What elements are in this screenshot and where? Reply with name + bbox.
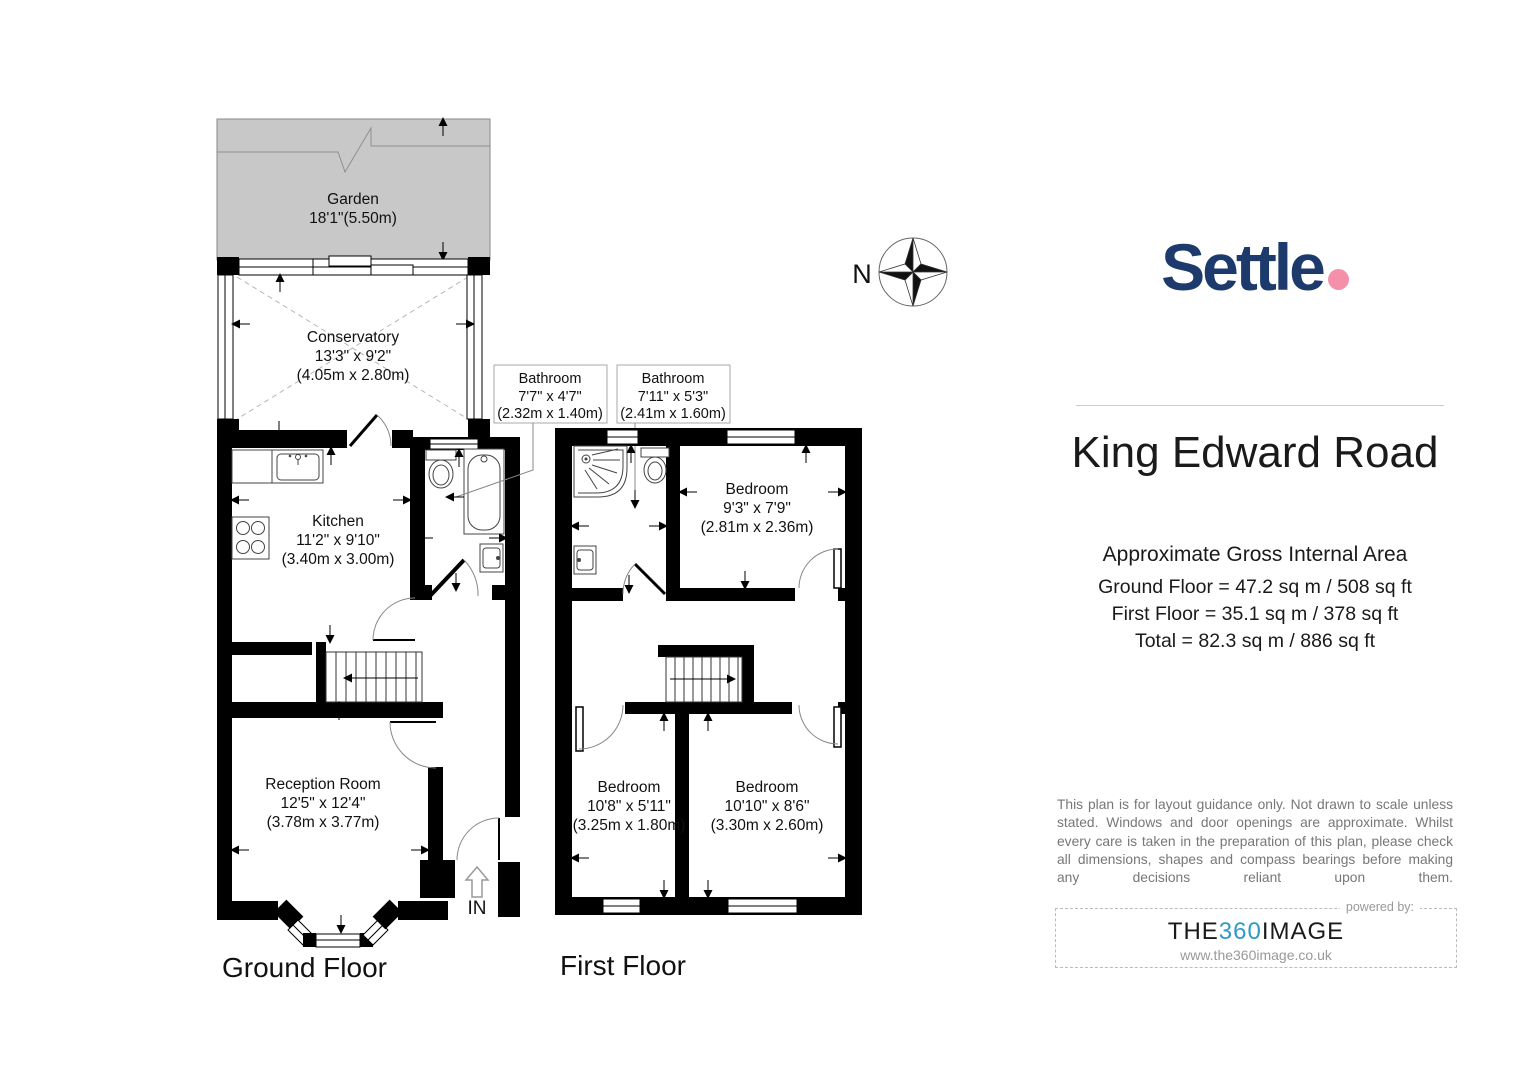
bedroom-top-label: Bedroom (725, 481, 789, 498)
entrance-label: IN (467, 898, 487, 919)
garden-label: Garden (327, 191, 379, 208)
panel-divider (1076, 405, 1444, 406)
property-title: King Edward Road (1071, 428, 1439, 477)
svg-text:Bathroom: Bathroom (641, 371, 705, 387)
area-ground-floor: Ground Floor = 47.2 sq m / 508 sq ft (1098, 576, 1412, 598)
settle-logo (1040, 230, 1470, 304)
the360image-brand (1056, 920, 1456, 944)
bedroom-left-dims-imperial: 10'8" x 5'11" (587, 798, 671, 815)
bedroom-left-dims-metric: (3.25m x 1.80m) (572, 817, 686, 834)
settle-logo-dot-icon (1328, 269, 1349, 290)
reception-dims-imperial: 12'5" x 12'4" (280, 795, 366, 812)
kitchen-dims-imperial: 11'2" x 9'10" (296, 532, 380, 549)
reception-dims-metric: (3.78m x 3.77m) (266, 814, 380, 831)
area-first-floor: First Floor = 35.1 sq m / 378 sq ft (1111, 603, 1399, 625)
bedroom-right-dims-imperial: 10'10" x 8'6" (724, 798, 810, 815)
conservatory-dims-imperial: 13'3" x 9'2" (314, 348, 392, 365)
brand-the: THE (1167, 918, 1219, 945)
the360image-url: www.the360image.co.uk (1180, 947, 1332, 963)
reception-label: Reception Room (265, 776, 381, 793)
settle-logo-text: Settle (1161, 230, 1323, 304)
compass-north-label: N (852, 259, 872, 289)
conservatory-label: Conservatory (306, 329, 400, 346)
powered-by-box (1055, 900, 1457, 968)
svg-text:7'7" x 4'7": 7'7" x 4'7" (518, 389, 582, 405)
area-summary (1040, 543, 1470, 655)
ground-floor-label: Ground Floor (222, 952, 387, 983)
powered-by-label: powered by: (1340, 900, 1420, 914)
garden-dims: 18'1"(5.50m) (309, 210, 397, 227)
conservatory-dims-metric: (4.05m x 2.80m) (296, 367, 410, 384)
svg-text:7'11" x 5'3": 7'11" x 5'3" (637, 389, 709, 405)
svg-text:(2.32m x 1.40m): (2.32m x 1.40m) (497, 406, 603, 422)
bedroom-right-label: Bedroom (735, 779, 799, 796)
bedroom-right-dims-metric: (3.30m x 2.60m) (710, 817, 824, 834)
disclaimer-text: This plan is for layout guidance only. Not drawn to scale unless stated. Windows and door openings are approximate. Whilst every care is taken in the preparation of this plan, please check all dimensions, shapes and compass bearings before making any decisions reliant upon them. (1057, 797, 1453, 886)
svg-text:Bathroom: Bathroom (518, 371, 582, 387)
bedroom-top-dims-imperial: 9'3" x 7'9" (723, 500, 791, 517)
area-total: Total = 82.3 sq m / 886 sq ft (1134, 630, 1376, 652)
kitchen-label: Kitchen (312, 513, 364, 530)
kitchen-dims-metric: (3.40m x 3.00m) (281, 551, 395, 568)
svg-text:(2.41m x 1.60m): (2.41m x 1.60m) (620, 406, 726, 422)
bedroom-top-dims-metric: (2.81m x 2.36m) (700, 519, 814, 536)
brand-image: IMAGE (1261, 918, 1345, 945)
bedroom-left-label: Bedroom (597, 779, 661, 796)
first-floor-label: First Floor (560, 950, 686, 981)
area-heading: Approximate Gross Internal Area (1102, 543, 1408, 566)
brand-360: 360 (1218, 918, 1262, 945)
